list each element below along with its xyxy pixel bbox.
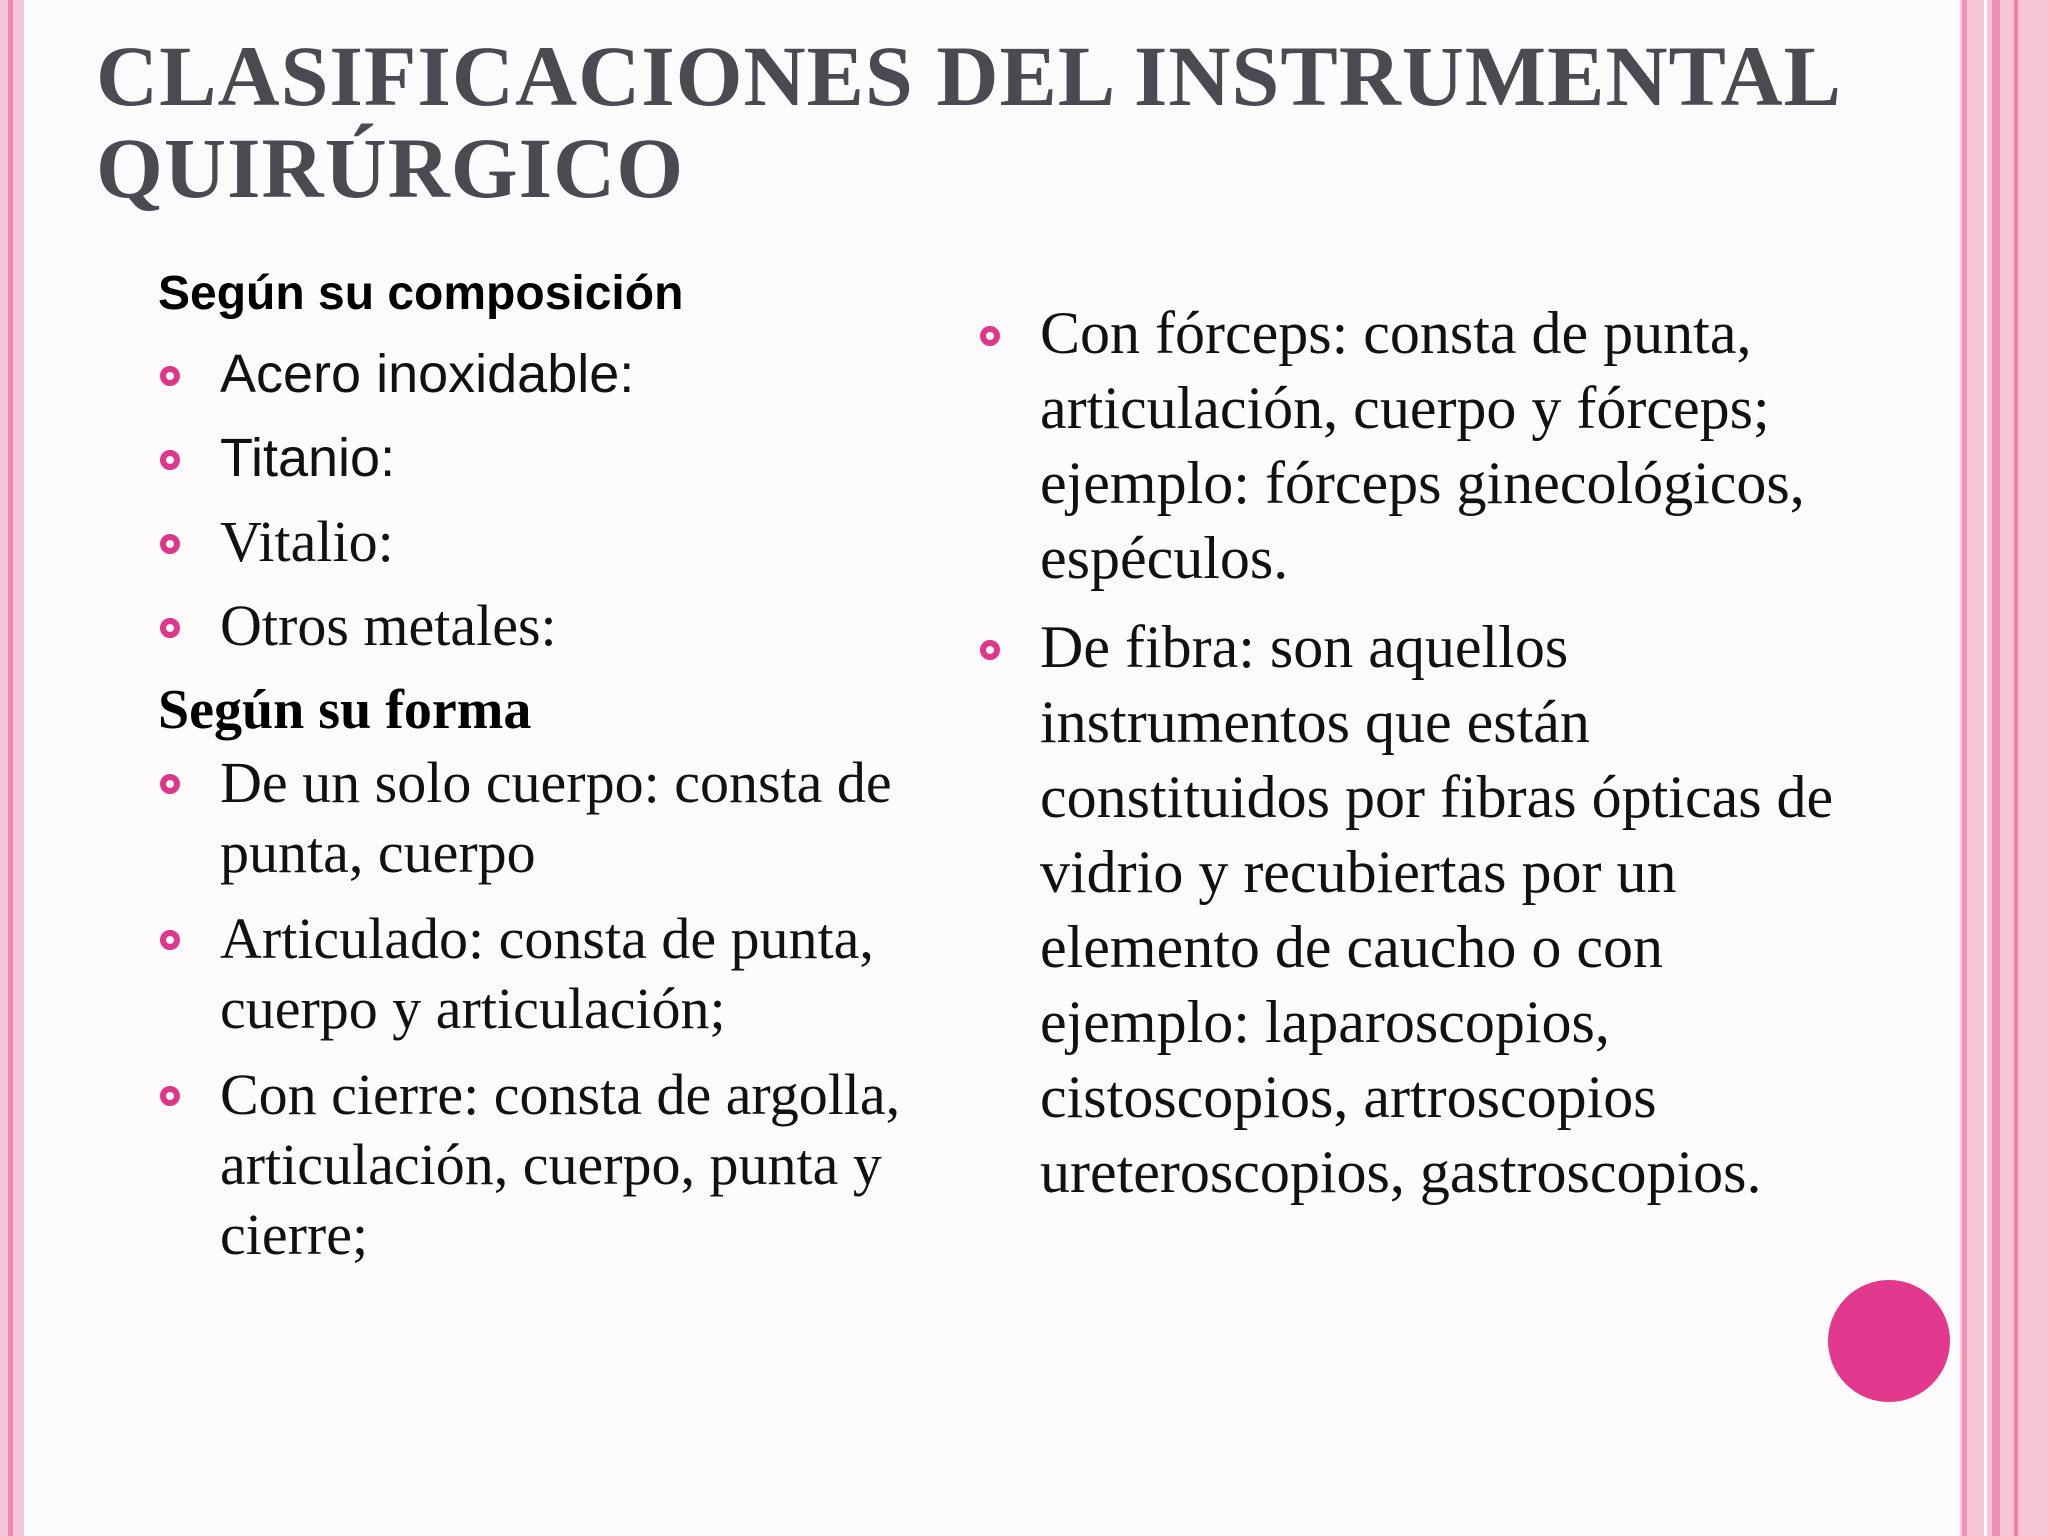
list-item-text: Con fórceps: consta de punta, articulación, cuerpo y fórceps; ejemplo: fórceps ginecológicos, espéculos. xyxy=(1040,300,1805,591)
bullet-circle-icon xyxy=(160,618,180,638)
list-item-text: Titanio: xyxy=(220,428,396,488)
right-column xyxy=(980,296,1880,1224)
bullet-circle-icon xyxy=(980,326,1000,346)
bullet-circle-icon xyxy=(160,450,180,470)
bullet-circle-icon xyxy=(160,366,180,386)
right-border-line xyxy=(1992,0,2000,1536)
composition-list xyxy=(158,340,918,660)
list-item-text: Acero inoxidable: xyxy=(220,344,635,404)
list-item-text: Con cierre: consta de argolla, articulación, cuerpo, punta y cierre; xyxy=(220,1062,901,1267)
list-item xyxy=(158,748,918,888)
right-border-line xyxy=(2014,0,2018,1536)
slide-title: CLASIFICACIONES DEL INSTRUMENTAL QUIRÚRGICO xyxy=(96,28,1838,216)
right-border-line xyxy=(1984,0,1987,1536)
list-item-text: De fibra: son aquellos instrumentos que están constituidos por fibras ópticas de vidrio y recubiertas por un elemento de caucho o con ejemplo: laparoscopios, cistoscopios, artroscopios ureteroscopios, gastroscopios. xyxy=(1040,614,1834,1205)
list-item xyxy=(980,610,1880,1210)
form-list xyxy=(158,748,918,1270)
right-border-line xyxy=(1962,0,1967,1536)
list-item xyxy=(980,296,1880,596)
bullet-circle-icon xyxy=(160,774,180,794)
bullet-circle-icon xyxy=(980,640,1000,660)
list-item-text: De un solo cuerpo: consta de punta, cuerpo xyxy=(220,750,892,885)
list-item-text: Vitalio: xyxy=(220,509,394,574)
bullet-circle-icon xyxy=(160,1086,180,1106)
composition-heading: Según su composición xyxy=(158,267,684,320)
list-item-text: Otros metales: xyxy=(220,593,557,658)
left-column xyxy=(158,262,918,1286)
bullet-circle-icon xyxy=(160,930,180,950)
form-heading: Según su forma xyxy=(158,679,532,741)
decorative-pink-circle xyxy=(1828,1280,1950,1402)
list-item xyxy=(158,424,918,492)
list-item-text: Articulado: consta de punta, cuerpo y articulación; xyxy=(220,906,874,1041)
list-item xyxy=(158,592,918,660)
left-border-line xyxy=(8,0,13,1536)
list-item xyxy=(158,1060,918,1270)
right-border-decoration xyxy=(1960,0,2048,1536)
bullet-circle-icon xyxy=(160,534,180,554)
list-item xyxy=(158,340,918,408)
right-list xyxy=(980,296,1880,1210)
list-item xyxy=(158,508,918,576)
list-item xyxy=(158,904,918,1044)
